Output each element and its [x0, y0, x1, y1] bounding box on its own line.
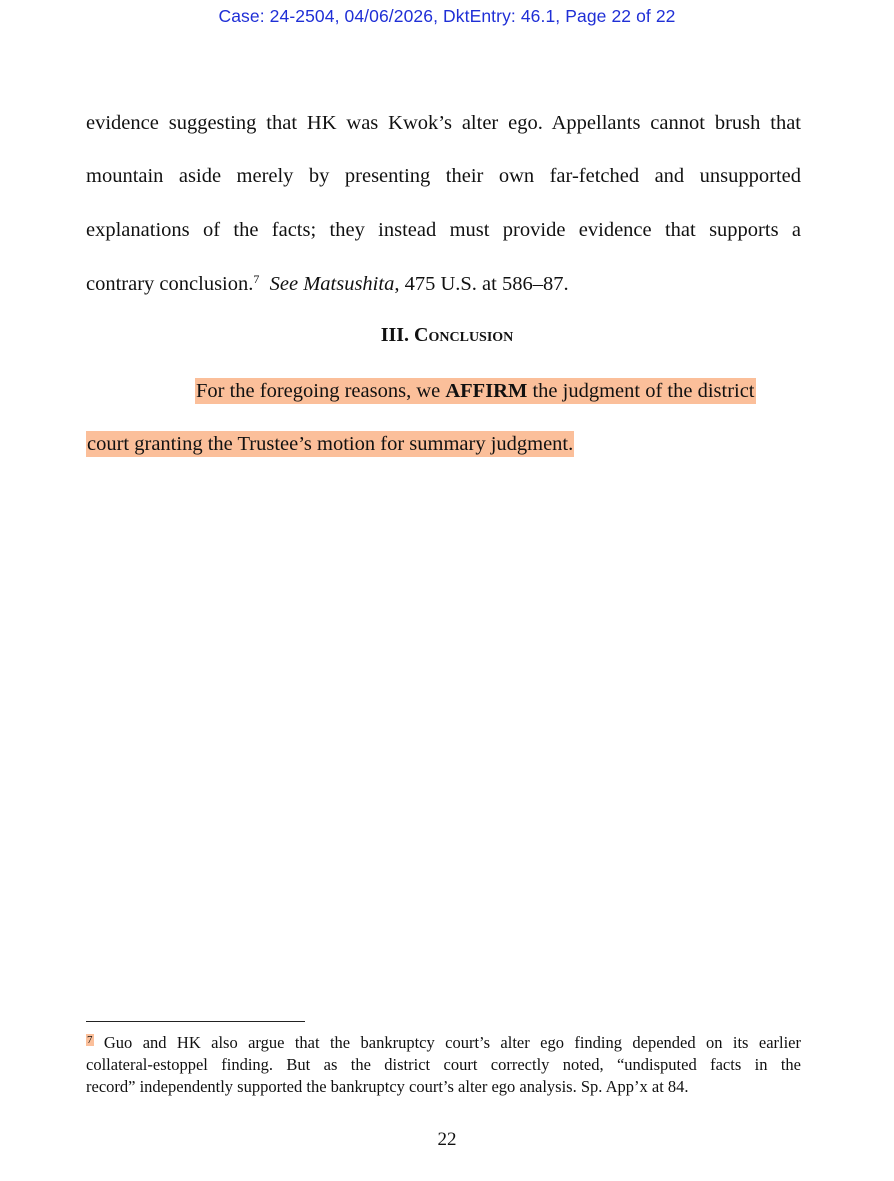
body-line-4-text: contrary conclusion.	[86, 273, 254, 295]
page-number: 22	[437, 1129, 457, 1150]
body-line-1: evidence suggesting that HK was Kwok’s alter ego. Appellants cannot brush that	[86, 112, 801, 134]
case-header: Case: 24-2504, 04/06/2026, DktEntry: 46.1, Page 22 of 22	[218, 6, 676, 26]
footnote-reference[interactable]: 7	[253, 272, 260, 286]
footnote-divider	[86, 1021, 305, 1022]
section-title: Conclusion	[414, 324, 514, 346]
conclusion-highlight-1	[195, 378, 756, 404]
footnote-text-1: Guo and HK also argue that the bankruptcy court’s alter ego finding depended on its earlier	[93, 1033, 801, 1052]
footnote-line-1	[86, 1032, 801, 1054]
footnote-marker: 7	[87, 1034, 93, 1046]
conclusion-line-1	[195, 378, 756, 404]
footnote-line-3: record” independently supported the bankruptcy court’s alter ego analysis. Sp. App’x at 84.	[86, 1077, 689, 1096]
body-line-2: mountain aside merely by presenting their own far-fetched and unsupported	[86, 165, 801, 187]
citation-pin: , 475 U.S. at 586–87.	[394, 273, 569, 295]
conclusion-highlight-2: court granting the Trustee’s motion for summary judgment.	[87, 433, 574, 455]
body-line-4	[86, 271, 801, 297]
citation-case-name: See Matsushita	[269, 273, 395, 295]
body-line-3: explanations of the facts; they instead must provide evidence that supports a	[86, 219, 801, 241]
conclusion-post: the judgment of the district	[527, 380, 755, 402]
section-heading	[0, 324, 894, 347]
footnote-line-2: collateral-estoppel finding. But as the district court correctly noted, “undisputed facts in the	[86, 1055, 801, 1074]
conclusion-pre: For the foregoing reasons, we	[196, 380, 446, 402]
affirm-text: AFFIRM	[445, 380, 528, 402]
section-number: III.	[380, 324, 410, 346]
conclusion-line-2	[86, 431, 574, 457]
